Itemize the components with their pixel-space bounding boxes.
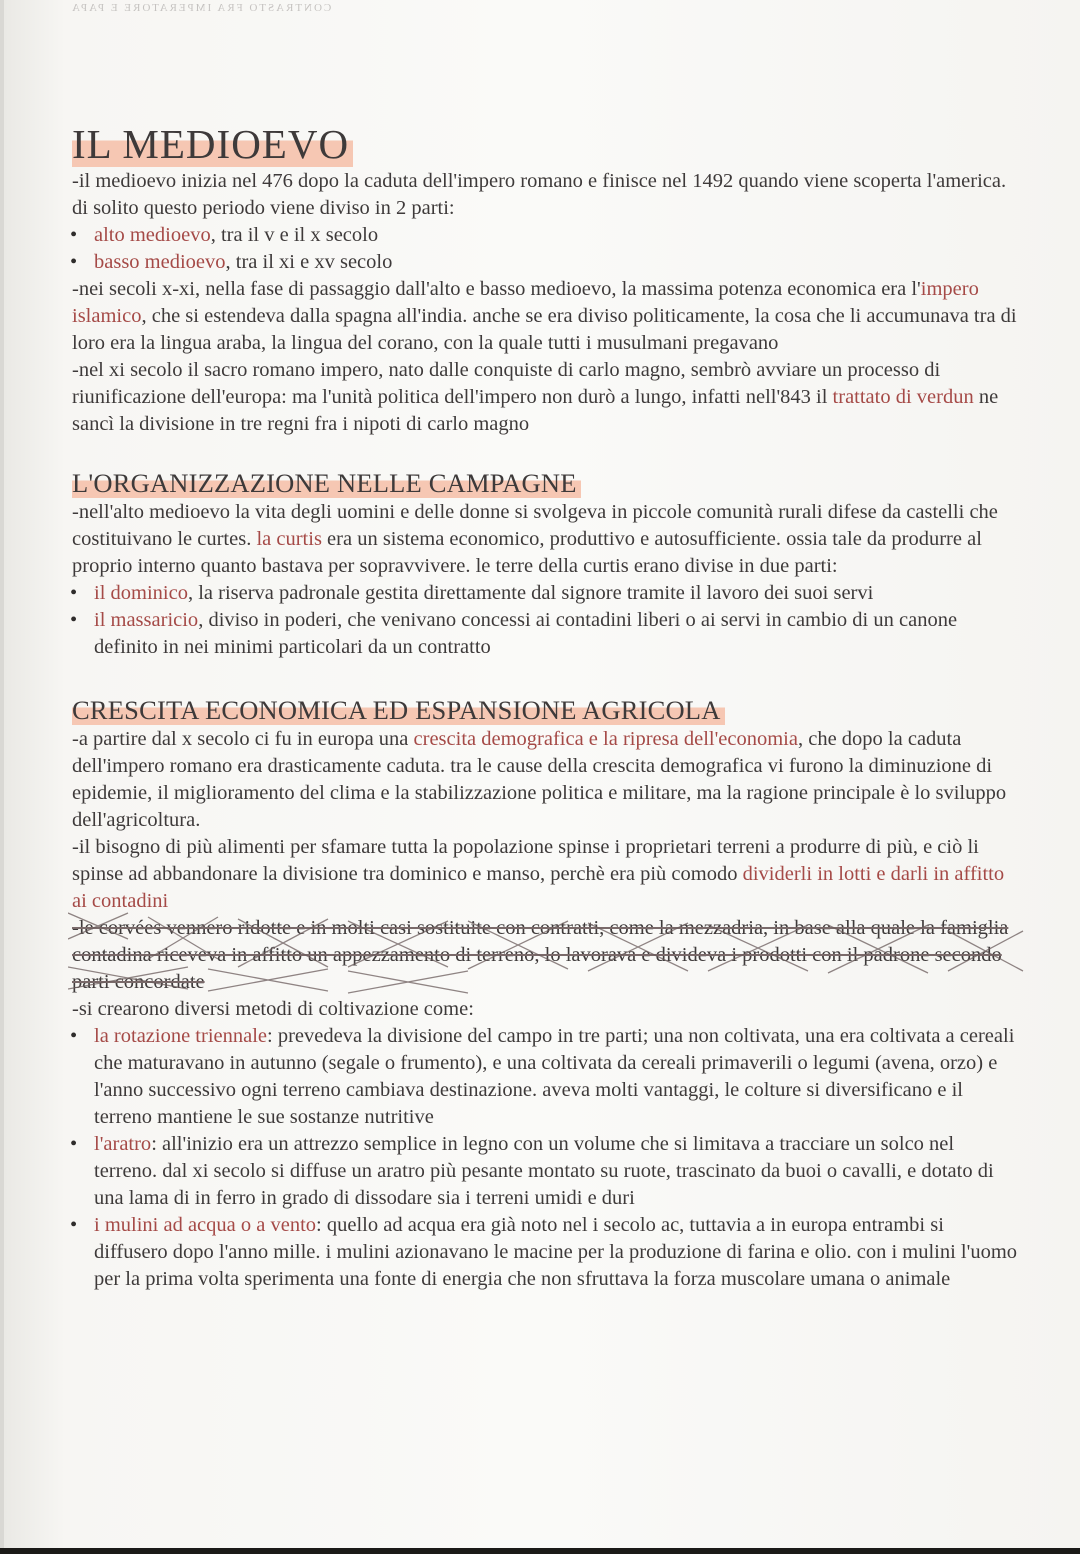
section-medioevo <box>72 168 1022 438</box>
desk-edge <box>0 1548 1080 1554</box>
bullet-list-periods <box>72 222 1022 276</box>
struck-text: -le corvées vennero ridotte e in molti casi sostituite con contratti, come la mezzadria, in base alla quale la famiglia contadina riceveva in affitto un appezzamento di terreno, lo lavorava e divideva i prodotti con il padrone secondo parti concordate <box>72 917 1009 993</box>
section-crescita <box>72 695 1022 1293</box>
document-body <box>72 120 1022 1293</box>
bleed-through-header: CONTRASTO FRA IMPERATORE E PAPA <box>70 2 332 14</box>
paragraph-affitto: -il bisogno di più alimenti per sfamare tutta la popolazione spinse i proprietari terreni a produrre di più, e ciò li spinse ad abbandonare la divisione tra dominico e manso, perchè era più comodo dividerli in lotti e darli in affitto ai contadini <box>72 836 1005 912</box>
paragraph-intro: -il medioevo inizia nel 476 dopo la caduta dell'impero romano e finisce nel 1492 quando viene scoperta l'america. di solito questo periodo viene diviso in 2 parti: <box>72 170 1007 219</box>
bullet-list-curtis <box>72 580 1022 661</box>
list-item: • il dominico, la riserva padronale gestita direttamente dal signore tramite il lavoro dei suoi servi <box>72 580 1022 607</box>
section-campagne <box>72 468 1022 661</box>
paper-left-edge <box>0 0 4 1554</box>
bullet-list-metodi <box>72 1023 1022 1293</box>
paragraph-verdun: -nel xi secolo il sacro romano impero, nato dalle conquiste di carlo magno, sembrò avviare un processo di riunificazione dell'europa: ma l'unità politica dell'impero non durò a lungo, infatti nell'843 il trattato di verdun ne sancì la divisione in tre regni fra i nipoti di carlo magno <box>72 359 999 435</box>
paragraph-metodi: -si crearono diversi metodi di coltivazione come: <box>72 998 474 1020</box>
list-item: • l'aratro: all'inizio era un attrezzo semplice in legno con un volume che si limitava a tracciare un solco nel terreno. dal xi secolo si diffuse un aratro più pesante montato su ruote, trascinato da buoi o cavalli, e dotato di una lama di in ferro in grado di dissodare sia i terreni umidi e duri <box>72 1131 1022 1212</box>
section-heading: CRESCITA ECONOMICA ED ESPANSIONE AGRICOLA <box>72 695 1022 726</box>
list-item: • basso medioevo, tra il xi e xv secolo <box>72 249 1022 276</box>
paragraph-islam: -nei secoli x-xi, nella fase di passaggio dall'alto e basso medioevo, la massima potenza economica era l'impero islamico, che si estendeva dalla spagna all'india. anche se era diviso politicamente, la cosa che li accumunava tra di loro era la lingua araba, la lingua del corano, con la quale tutti i musulmani pregavano <box>72 278 1017 354</box>
paragraph-curtis: -nell'alto medioevo la vita degli uomini e delle donne si svolgeva in piccole comunità rurali difese da castelli che costituivano le curtes. la curtis era un sistema economico, produttivo e autosufficiente. ossia tale da produrre al proprio interno quanto bastava per sopravvivere. le terre della curtis erano divise in due parti: <box>72 501 998 577</box>
list-item: • la rotazione triennale: prevedeva la divisione del campo in tre parti; una non coltivata, una era coltivata a cereali che maturavano in autunno (segale o frumento), e una coltivata da cereali primaverili o legumi (avena, orzo) e l'anno successivo ogni terreno cambiava destinazione. aveva molti vantaggi, le colture si diversificano e il terreno mantiene le sue sostanze nutritive <box>72 1023 1022 1131</box>
section-heading: L'ORGANIZZAZIONE NELLE CAMPAGNE <box>72 468 1022 499</box>
crossed-out-paragraph <box>72 915 1022 996</box>
list-item: • alto medioevo, tra il v e il x secolo <box>72 222 1022 249</box>
list-item: • i mulini ad acqua o a vento: quello ad acqua era già noto nel i secolo ac, tuttavia a in europa entrambi si diffusero dopo l'anno mille. i mulini azionavano le macine per la produzione di farina e olio. con i mulini l'uomo per la prima volta sperimenta una fonte di energia che non sfruttava la forza muscolare umana o animale <box>72 1212 1022 1293</box>
paragraph-crescita: -a partire dal x secolo ci fu in europa una crescita demografica e la ripresa dell'economia, che dopo la caduta dell'impero romano era drasticamente caduta. tra le cause della crescita demografica vi furono la diminuzione di epidemie, il miglioramento del clima e la stabilizzazione politica e militare, ma la ragione principale è lo sviluppo dell'agricoltura. <box>72 728 1007 831</box>
list-item: • il massaricio, diviso in poderi, che venivano concessi ai contadini liberi o ai servi in cambio di un canone definito in nei minimi particolari da un contratto <box>72 607 1022 661</box>
page-title: IL MEDIOEVO <box>72 120 1022 168</box>
